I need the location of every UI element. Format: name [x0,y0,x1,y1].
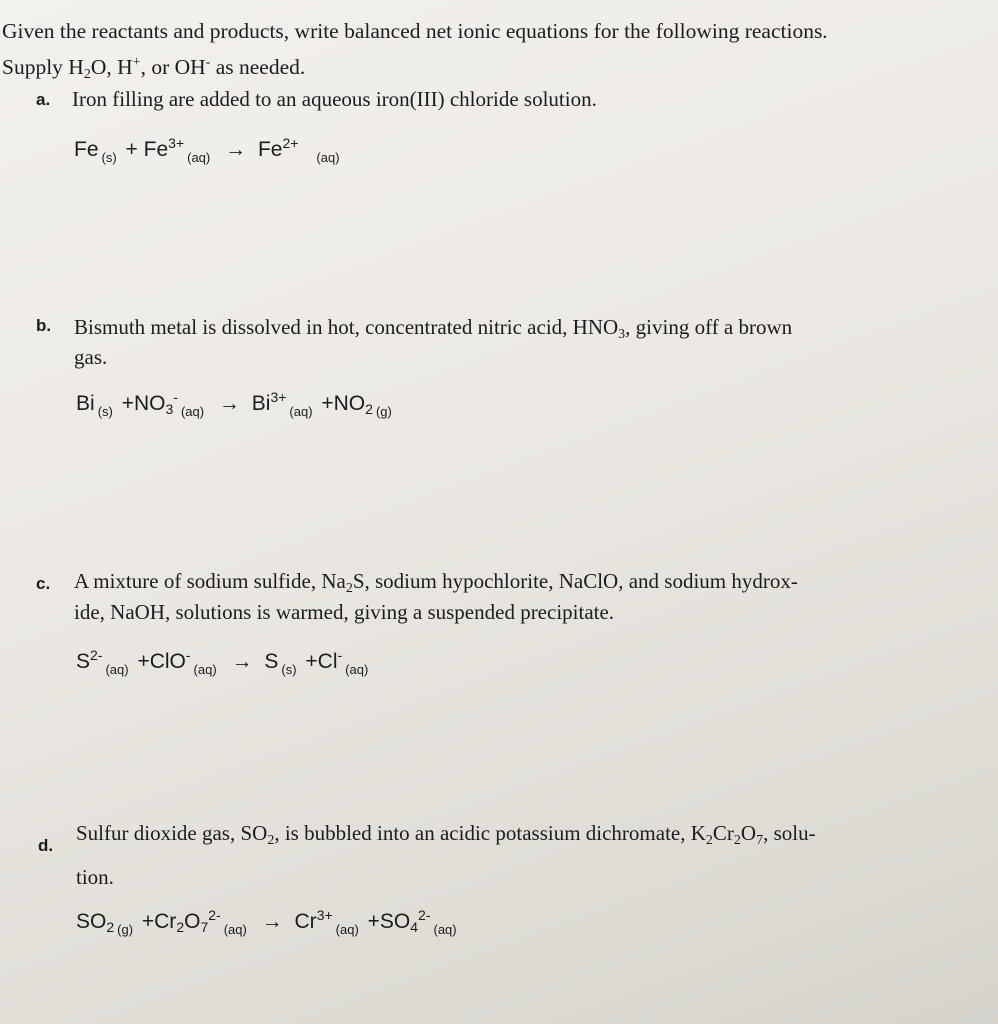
equation-c: $S^{2-}_{(aq)} +ClO^-_{(aq)} \to S$ $_{(s)} +Cl^-_{(aq)}$ [76,647,369,677]
instructions-line-2: Supply $H_2O$, H+, or OH- as needed. [2,55,306,82]
question-c-text: A mixture of sodium sulfide, $Na_2S$, sodium hypochlorite, NaClO, and sodium hydrox- [74,569,798,596]
question-b-text-2: gas. [74,345,108,369]
question-d-text: Sulfur dioxide gas, $SO_2$, is bubbled into an acidic potassium dichromate, $K_2Cr_2O_7$, solu- [76,821,816,848]
instructions-line-1: Given the reactants and products, write balanced net ionic equations for the following reactions. [2,19,828,43]
question-d-text-2: tion. [76,865,114,889]
question-a-text: Iron filling are added to an aqueous iron(III) chloride solution. [72,87,597,111]
question-c-label: c. [36,574,51,593]
question-c-text-2: ide, NaOH, solutions is warmed, giving a suspended precipitate. [74,600,615,624]
question-b-label: b. [36,316,52,335]
equation-b: Bi $_{(s)} +NO_3^-_{(aq)} \to Bi^{3+}_{(aq)} +NO_2$ $_{(g)}$ [76,389,392,419]
question-d-label: d. [38,836,54,855]
question-b-text: Bismuth metal is dissolved in hot, concentrated nitric acid, $HNO_3$, giving off a brown [74,315,793,342]
equation-d: $SO_2$ $_{(g)} +Cr_2O_7^{2-}_{(aq)} \to Cr^{3+}_{(aq)} +SO_4^{2-}_{(aq)}$ [76,907,457,937]
question-a-label: a. [36,90,51,109]
equation-a: Fe $_{(s)} + Fe^{3+}_{(aq)} \to Fe^{2+}_{(aq)}$ [74,135,340,165]
